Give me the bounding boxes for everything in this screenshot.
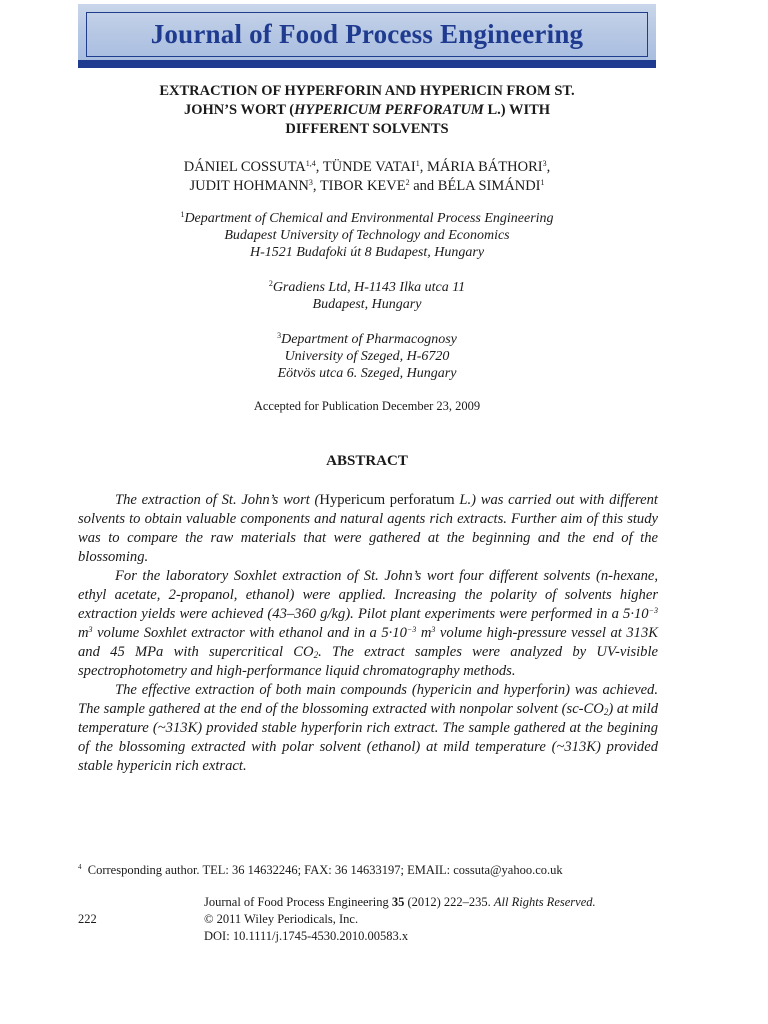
- affiliation-3: $^3$Department of Pharmacognosy University of Szeged, H-6720 Eötvös utca 6. Szeged, Hungary: [277, 331, 457, 381]
- author-line-2: JUDIT HOHMANN$^3$, TIBOR KEVE$^2$ and BÉLA SIMÁNDI$^1$: [189, 178, 545, 194]
- accepted-date: Accepted for Publication December 23, 2009: [253, 399, 481, 413]
- corresponding-author-footnote: [78, 863, 678, 878]
- abstract-heading: ABSTRACT: [326, 453, 408, 469]
- citation-line-2: © 2011 Wiley Periodicals, Inc.: [204, 912, 359, 926]
- affiliation-1: $^1$Department of Chemical and Environmental Process Engineering Budapest University of Technology and Economics H-1521 Budafoki út 8 Budapest, Hungary: [180, 210, 554, 260]
- footnote-marker: 4: [78, 863, 82, 871]
- abstract-body: [78, 491, 658, 776]
- title-line-1: EXTRACTION OF HYPERFORIN AND HYPERICIN FROM ST.: [159, 83, 575, 99]
- journal-banner-frame: [86, 12, 648, 57]
- citation-line-1: Journal of Food Process Engineering 35 (2012) 222–235. All Rights Reserved.: [204, 895, 596, 909]
- footnote-text: Corresponding author. TEL: 36 14632246; FAX: 36 14633197; EMAIL: cossuta@yahoo.co.uk: [87, 863, 563, 877]
- author-line-1: DÁNIEL COSSUTA$^{1,4}$, TÜNDE VATAI$^1$, MÁRIA BÁTHORI$^3$,: [183, 159, 551, 175]
- author-list: [78, 158, 656, 196]
- title-line-3: DIFFERENT SOLVENTS: [285, 121, 449, 137]
- journal-title: Journal of Food Process Engineering: [150, 19, 584, 49]
- journal-banner-bar: [78, 60, 656, 68]
- species-name: Hypericum perforatum: [319, 492, 455, 508]
- title-line-2: JOHN’S WORT (HYPERICUM PERFORATUM L.) WITH: [183, 102, 551, 118]
- citation-doi: DOI: 10.1111/j.1745-4530.2010.00583.x: [204, 929, 409, 943]
- abstract-paragraph-3: The effective extraction of both main compounds (hypericin and hyperforin) was achieved. The sample gathered at the end of the blossoming extracted with nonpolar solvent $(sc-CO_2)$ at mild temperature (~313K) provided stable hyperforin rich extract. The sample gathered at the begining of the blossoming extracted with polar solvent (ethanol) at mild temperature (~313K) provided stable hypericin rich extract.: [78, 682, 658, 774]
- abstract-paragraph-2: For the laboratory Soxhlet extraction of St. John’s wort four different solvents (n-hexane, ethyl acetate, 2-propanol, ethanol) were applied. Increasing the polarity of solvents higher extraction yields were achieved (43–360 g/kg). Pilot plant experiments were performed in a $5\cdot 10^{-3}$ $m^3$ volume Soxhlet extractor with ethanol and in a $5\cdot 10^{-3}$ $m^3$ volume high-pressure vessel at 313K and 45 MPa with supercritical $CO_2$. The extract samples were analyzed by UV-visible spectrophotometry and high-performance liquid chromatography methods.: [78, 568, 659, 679]
- page-number: 222: [78, 912, 97, 926]
- affiliation-2: $^2$Gradiens Ltd, H-1143 Ilka utca 11 Budapest, Hungary: [268, 279, 466, 312]
- article-title: [78, 82, 656, 139]
- journal-banner: [78, 4, 656, 60]
- citation-block: [204, 894, 596, 945]
- abstract-paragraph-1: The extraction of St. John’s wort (Hypericum perforatum L.) was carried out with different solvents to obtain valuable components and natural agents rich extracts. Further aim of this study was to compare the raw materials that were gathered at the beginning and the end of the blossoming.: [78, 492, 658, 565]
- species-name: HYPERICUM PERFORATUM: [294, 102, 484, 118]
